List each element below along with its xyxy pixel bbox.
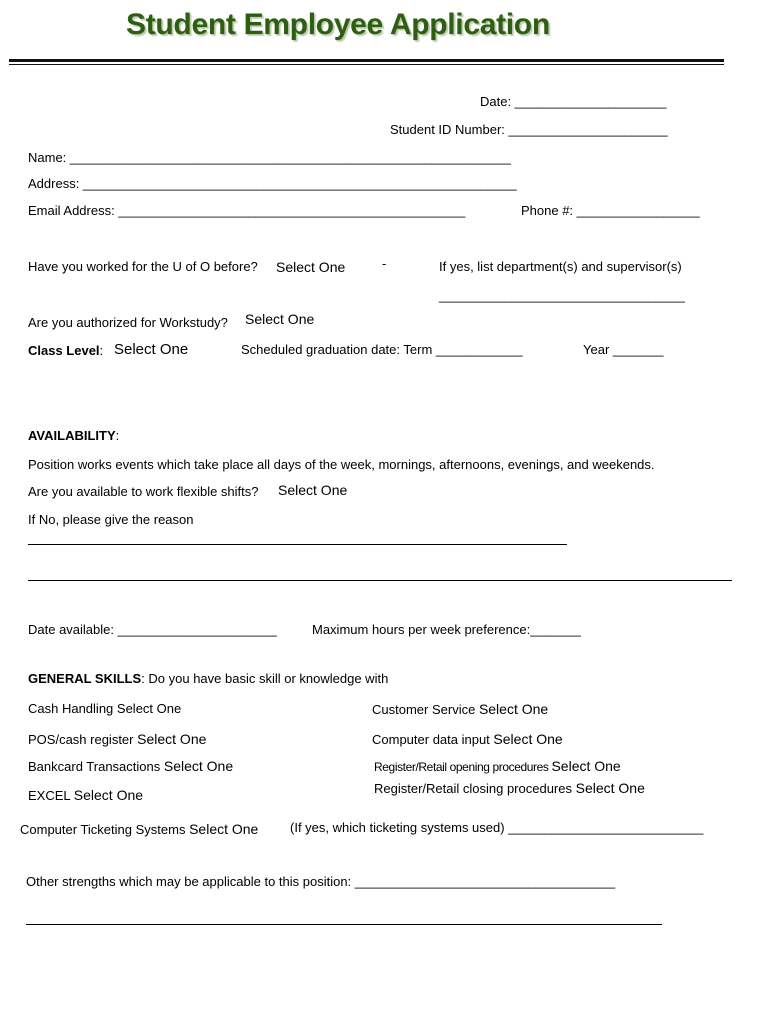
flexible-shifts-select[interactable]: Select One xyxy=(278,482,348,498)
skill-select[interactable]: Select One xyxy=(478,701,549,717)
graduation-term-field[interactable]: Scheduled graduation date: Term ____________ xyxy=(241,342,523,357)
skill-select[interactable]: Select One xyxy=(137,731,207,747)
student-id-field[interactable]: Student ID Number: ______________________ xyxy=(390,122,668,137)
department-supervisor-field[interactable]: __________________________________ xyxy=(439,288,685,303)
availability-colon: : xyxy=(115,428,120,443)
other-strengths-field[interactable]: Other strengths which may be applicable to this position: ____________________________________ xyxy=(26,874,616,889)
skill-label: Register/Retail closing procedures xyxy=(374,781,572,796)
class-level-colon: : xyxy=(99,343,104,358)
name-field[interactable]: Name: _____________________________________________________________ xyxy=(28,150,511,165)
ticketing-systems-field[interactable]: (If yes, which ticketing systems used) ___________________________ xyxy=(290,820,704,835)
reason-line-1[interactable] xyxy=(28,544,567,545)
skill-label: Register/Retail opening procedures xyxy=(374,760,549,774)
skill-label: Cash Handling xyxy=(28,701,114,716)
workstudy-select[interactable]: Select One xyxy=(245,311,315,327)
class-level-select[interactable]: Select One xyxy=(114,341,189,358)
max-hours-field[interactable]: Maximum hours per week preference:_______ xyxy=(312,622,581,637)
worked-before-label: Have you worked for the U of O before? xyxy=(28,259,258,274)
date-field[interactable]: Date: _____________________ xyxy=(480,94,667,109)
skill-cash-handling xyxy=(28,701,181,717)
email-field[interactable]: Email Address: ________________________________________________ xyxy=(28,203,466,218)
graduation-year-field[interactable]: Year _______ xyxy=(583,342,664,357)
general-skills-row xyxy=(28,671,388,687)
position-description: Position works events which take place all days of the week, mornings, afternoons, evenings, and weekends. xyxy=(28,457,655,472)
skill-label: Customer Service xyxy=(372,702,476,717)
workstudy-label: Are you authorized for Workstudy? xyxy=(28,315,228,330)
skill-select[interactable]: Select One xyxy=(575,780,645,796)
skill-computer-data xyxy=(372,731,563,748)
skill-register-opening xyxy=(374,758,621,775)
reason-line-2[interactable] xyxy=(28,580,732,581)
class-level-label: Class Level xyxy=(28,343,100,358)
skill-bankcard xyxy=(28,758,233,775)
address-field[interactable]: Address: ____________________________________________________________ xyxy=(28,176,517,191)
skill-select[interactable]: Select One xyxy=(189,821,259,837)
class-level-label-row xyxy=(28,343,103,359)
skill-label: POS/cash register xyxy=(28,732,134,747)
skill-ticketing xyxy=(20,821,258,838)
general-skills-text: : Do you have basic skill or knowledge with xyxy=(141,671,389,686)
if-no-label: If No, please give the reason xyxy=(28,512,194,527)
flexible-shifts-label: Are you available to work flexible shifts? xyxy=(28,484,259,499)
skill-label: EXCEL xyxy=(28,788,71,803)
title-rule-thick xyxy=(9,59,724,62)
form-title: Student Employee Application xyxy=(126,8,550,41)
skill-pos-register xyxy=(28,731,206,748)
title-rule-thin xyxy=(9,64,724,65)
other-strengths-line[interactable] xyxy=(26,924,662,925)
skill-select[interactable]: Select One xyxy=(73,787,144,803)
worked-before-select[interactable]: Select One xyxy=(276,259,346,275)
date-available-field[interactable]: Date available: ______________________ xyxy=(28,622,277,637)
skill-select[interactable]: Select One xyxy=(163,758,234,774)
availability-heading-row xyxy=(28,428,119,444)
skill-label: Bankcard Transactions xyxy=(28,759,161,774)
dropdown-marker: - xyxy=(382,256,387,271)
phone-field[interactable]: Phone #: _________________ xyxy=(521,203,700,218)
skill-excel xyxy=(28,787,143,804)
if-yes-label: If yes, list department(s) and supervisor(s) xyxy=(439,259,682,274)
general-skills-heading: GENERAL SKILLS xyxy=(28,671,142,686)
skill-register-closing xyxy=(374,780,645,797)
availability-heading: AVAILABILITY xyxy=(28,428,116,443)
skill-select[interactable]: Select One xyxy=(551,758,621,774)
skill-label: Computer Ticketing Systems xyxy=(20,822,186,837)
skill-select[interactable]: Select One xyxy=(493,731,563,747)
skill-select[interactable]: Select One xyxy=(116,701,182,716)
skill-label: Computer data input xyxy=(372,732,490,747)
skill-customer-service xyxy=(372,701,548,718)
